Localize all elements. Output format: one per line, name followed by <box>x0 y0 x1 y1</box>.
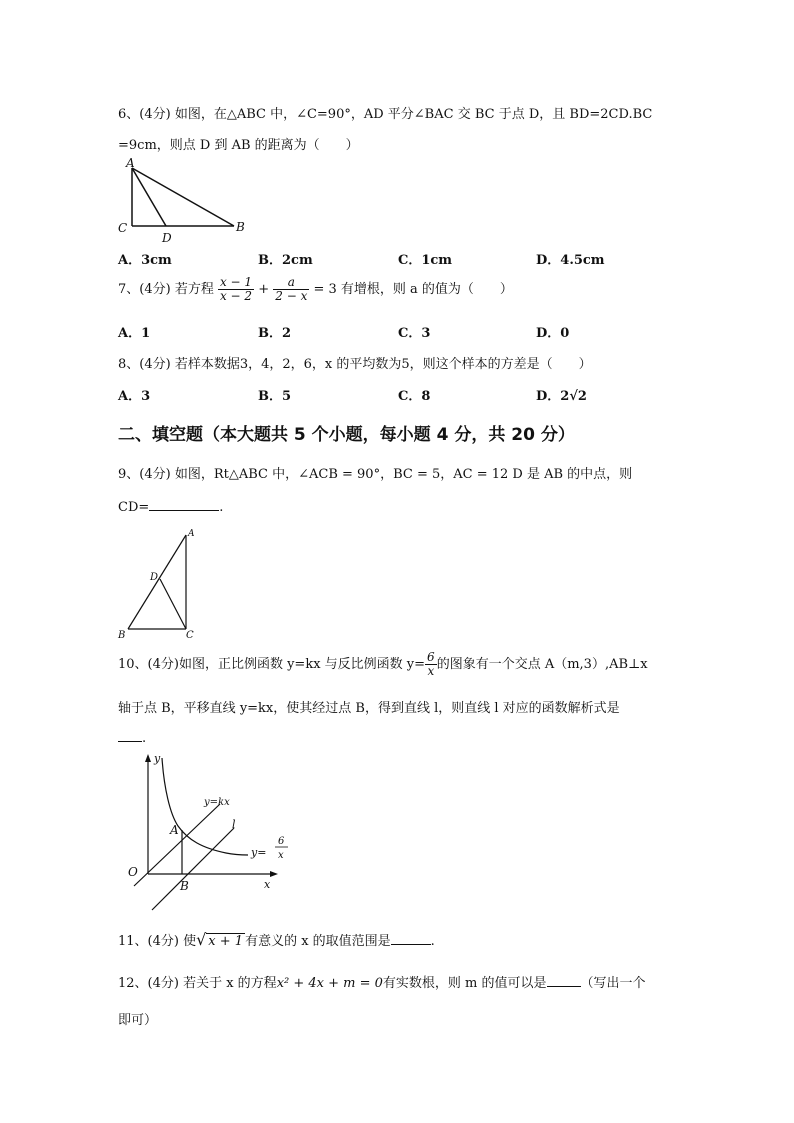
q10-label-l: l <box>232 818 236 831</box>
q8-option-d: D．2√2 <box>536 389 587 404</box>
q6-option-c: C．1cm <box>398 253 453 268</box>
q10-label-y: y <box>154 752 161 765</box>
q11-answer-blank[interactable] <box>391 944 431 945</box>
q9-cd-label: CD= <box>118 500 150 515</box>
q7-suffix: 有增根，则 a 的值为（ ） <box>340 282 513 297</box>
q11-radicand: x + 1 <box>208 934 244 949</box>
q10-label-o: O <box>128 865 138 879</box>
q9-triangle-figure <box>116 526 206 642</box>
q7-option-b: B．2 <box>258 326 292 341</box>
q11-radical-sign: √ <box>196 930 207 949</box>
q10-label-x: x <box>264 878 271 891</box>
q6-label-c: C <box>118 221 128 235</box>
q9-label-b: B <box>118 630 126 641</box>
q10-line1 <box>118 651 648 678</box>
q10-answer-blank[interactable] <box>118 741 142 742</box>
q6-option-d: D．4.5cm <box>536 253 605 268</box>
q11-prefix: 11、(4分) 使 <box>118 934 197 949</box>
q7-prefix: 7、(4分) 若方程 <box>118 282 214 297</box>
q6-label-d: D <box>162 231 172 244</box>
q12-line1-b: 有实数根，则 m 的值可以是 <box>382 976 547 991</box>
q8-option-c: C．8 <box>398 389 431 404</box>
q10-label-y-eq: y= <box>251 846 267 859</box>
q12-line1-c: （写出一个 <box>580 976 646 991</box>
q6-label-b: B <box>236 220 245 234</box>
q7-frac2-num: a <box>273 276 309 290</box>
q10-label-six: 6 <box>278 836 285 847</box>
q8-option-b: B．5 <box>258 389 292 404</box>
q10-label-x-den: x <box>278 850 284 861</box>
q11-suffix: 有意义的 x 的取值范围是 <box>245 934 391 949</box>
q9-period: . <box>219 500 224 515</box>
q11-stem <box>118 930 435 949</box>
q8-stem: 8、(4分) 若样本数据3，4，2，6，x 的平均数为5，则这个样本的方差是（ ） <box>118 357 592 372</box>
q12-line2: 即可） <box>118 1013 158 1028</box>
q7-fraction-1 <box>218 276 254 303</box>
q12-line1-a: 12、(4分) 若关于 x 的方程 <box>118 976 277 991</box>
q12-line1 <box>118 972 646 991</box>
q11-period: . <box>430 934 435 949</box>
q10-graph-figure <box>118 748 298 914</box>
q6-triangle-figure <box>112 158 252 244</box>
section-2-title: 二、填空题（本大题共 5 个小题，每小题 4 分，共 20 分） <box>118 425 575 445</box>
q10-label-b: B <box>180 879 189 893</box>
q6-label-a: A <box>126 158 135 170</box>
q7-fraction-2 <box>273 276 309 303</box>
q7-option-c: C．3 <box>398 326 431 341</box>
q10-fraction <box>425 651 437 678</box>
q10-label-a: A <box>170 823 179 837</box>
q9-answer-blank[interactable] <box>149 510 219 511</box>
q6-line2: =9cm，则点 D 到 AB 的距离为（ ） <box>118 138 359 153</box>
q7-option-d: D．0 <box>536 326 570 341</box>
q12-equation: x² + 4x + m = 0 <box>276 976 383 991</box>
q9-label-a: A <box>188 529 195 539</box>
q8-option-a: A．3 <box>118 389 151 404</box>
q9-line1: 9、(4分) 如图，Rt△ABC 中，∠ACB = 90°，BC = 5，AC = 12 D 是 AB 的中点，则 <box>118 467 633 482</box>
q12-answer-blank[interactable] <box>547 986 581 987</box>
q10-label-ykx: y=kx <box>204 797 230 808</box>
q6-option-b: B．2cm <box>258 253 313 268</box>
q9-line2 <box>118 500 223 515</box>
q7-frac1-den: x − 2 <box>219 289 253 303</box>
q10-period: . <box>142 731 147 746</box>
q10-frac-num: 6 <box>427 650 435 664</box>
q10-line3 <box>118 731 146 746</box>
q7-stem <box>118 276 513 303</box>
q10-frac-den: x <box>427 664 435 678</box>
q6-line1: 6、(4分) 如图，在△ABC 中，∠C=90°，AD 平分∠BAC 交 BC 于点 D，且 BD=2CD.BC <box>118 107 653 122</box>
q9-label-c: C <box>186 630 194 641</box>
q10-line1-b: 的图象有一个交点 A（m,3）,AB⊥x <box>436 657 648 672</box>
q10-line1-a: 10、(4分)如图，正比例函数 y=kx 与反比例函数 y= <box>118 657 426 672</box>
q7-frac2-den: 2 − x <box>275 289 308 303</box>
q7-plus: + <box>258 282 270 297</box>
q6-option-a: A．3cm <box>118 253 172 268</box>
q7-equals: = 3 <box>313 282 337 297</box>
q7-option-a: A．1 <box>118 326 151 341</box>
q7-frac1-num: x − 1 <box>219 275 253 289</box>
q10-line2: 轴于点 B，平移直线 y=kx，使其经过点 B，得到直线 l，则直线 l 对应的函数解析式是 <box>118 701 620 716</box>
q9-label-d: D <box>150 572 159 583</box>
